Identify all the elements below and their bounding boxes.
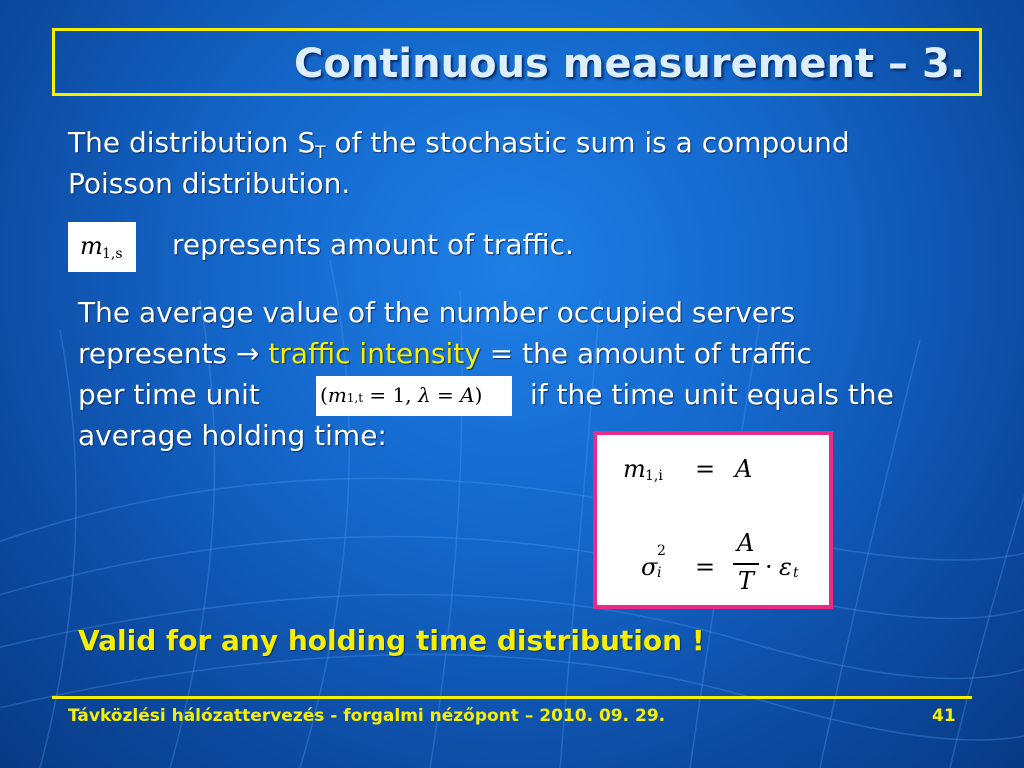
slide-title: Continuous measurement – 3.	[293, 41, 965, 87]
intro-text-after: of the stochastic sum is a compound	[325, 126, 850, 159]
inline-A: A	[460, 383, 475, 407]
page-number: 41	[932, 706, 956, 726]
row2-sigma-sub: i	[657, 565, 662, 581]
average-line-2-before: represents	[78, 337, 237, 370]
inline-m: m	[327, 383, 347, 407]
inline-eq2: =	[430, 383, 461, 407]
row1-equals: =	[695, 455, 716, 483]
title-frame	[52, 28, 982, 96]
m1s-subscript: 1,s	[102, 246, 123, 262]
row2-dot: ·	[765, 553, 773, 581]
row1-lhs: m	[623, 455, 646, 483]
inline-open-paren: (	[320, 383, 328, 407]
inline-formula	[316, 376, 512, 416]
row2-epsilon-sub: t	[793, 565, 799, 581]
row2-denominator: T	[738, 567, 755, 595]
m1s-formula	[68, 222, 136, 272]
row1-rhs: A	[735, 455, 753, 483]
arrow-icon: →	[236, 337, 260, 370]
intro-text-before: The distribution S	[68, 126, 316, 159]
valid-statement: Valid for any holding time distribution !	[78, 624, 705, 657]
inline-m-sub: 1,t	[346, 391, 364, 405]
m1s-symbol: m	[80, 232, 103, 260]
row2-sigma-sup: 2	[657, 543, 666, 559]
row2-sigma: σ	[641, 553, 658, 581]
average-line-4: average holding time:	[78, 419, 387, 452]
row1-lhs-sub: 1,i	[645, 468, 663, 484]
footer-caption: Távközlési hálózattervezés - forgalmi nézőpont – 2010. 09. 29.	[68, 706, 666, 726]
inline-close-paren: )	[474, 383, 483, 407]
average-line-3-after: if the time unit equals the	[530, 378, 894, 411]
inline-eq1: = 1,	[363, 383, 418, 407]
traffic-intensity-highlight: traffic intensity	[268, 337, 481, 370]
average-line-2-after: = the amount of traffic	[480, 337, 812, 370]
row2-numerator: A	[737, 529, 755, 557]
average-line-3-before: per time unit	[78, 378, 260, 411]
intro-subscript: T	[315, 143, 326, 163]
inline-lambda: λ	[417, 383, 431, 407]
intro-line-2: Poisson distribution.	[68, 167, 351, 200]
formula-box	[593, 431, 833, 609]
footer-divider	[52, 696, 972, 699]
m1s-description: represents amount of traffic.	[172, 228, 574, 261]
row2-epsilon: ε	[779, 553, 792, 581]
row2-equals: =	[695, 553, 716, 581]
fraction-bar	[733, 563, 759, 565]
average-line-2	[78, 333, 812, 374]
average-line-1: The average value of the number occupied servers	[78, 296, 796, 329]
